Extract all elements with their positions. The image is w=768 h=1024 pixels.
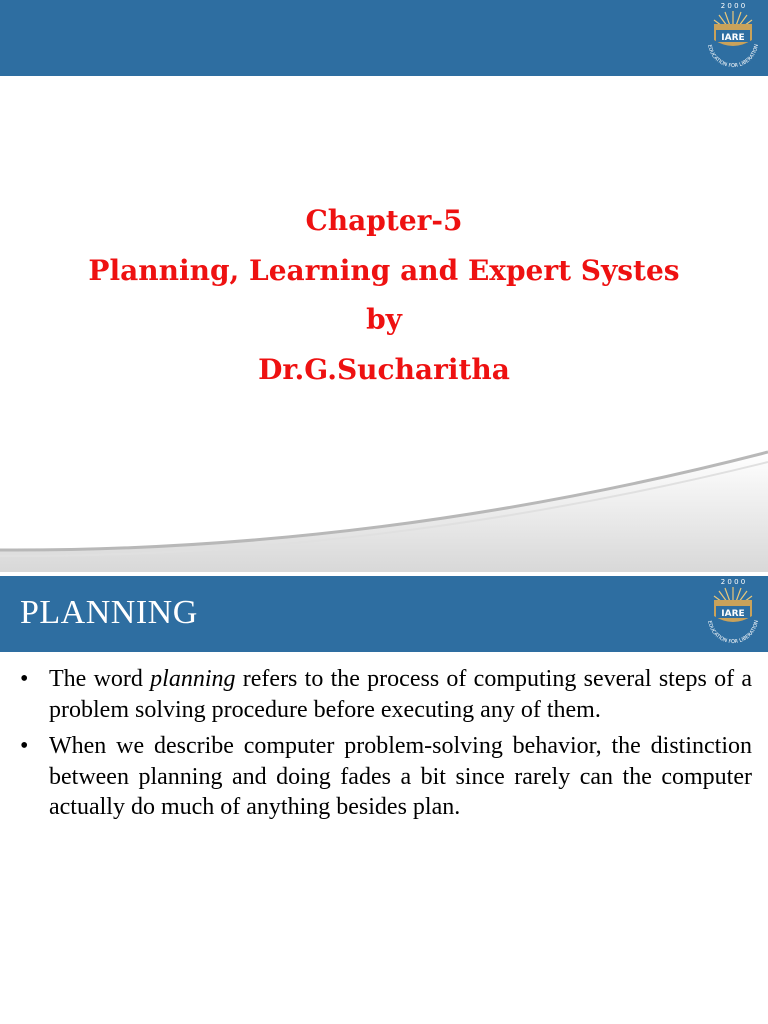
svg-text:EDUCATION FOR LIBERATION <box>706 44 760 69</box>
iare-logo-icon <box>700 0 766 76</box>
bullet-list <box>0 664 768 829</box>
logo-name: IARE <box>721 609 745 619</box>
bullet-icon: • <box>20 733 29 759</box>
bullet-text-before: When we describe computer problem-solving behavior, the distinction between planning and doing fades a bit since rarely can the computer actually do much of anything besides plan. <box>49 733 752 820</box>
header-bar <box>0 0 768 76</box>
content-slide <box>0 576 768 1024</box>
by-label: by <box>366 303 402 336</box>
logo-year: 2 0 0 0 <box>720 578 746 586</box>
bullet-icon: • <box>20 666 29 692</box>
bullet-item <box>0 664 768 725</box>
logo-motto: EDUCATION FOR LIBERATION <box>706 43 760 70</box>
logo-year: 2 0 0 0 <box>720 2 746 10</box>
bullet-text-before: The word <box>49 666 151 692</box>
chapter-title: Planning, Learning and Expert Systes <box>88 253 680 287</box>
slide-heading: PLANNING <box>20 594 198 631</box>
bullet-text-after: refers to the process of computing several steps of a problem solving procedure before executing any of them. <box>49 666 752 723</box>
logo-motto: EDUCATION FOR LIBERATION <box>706 619 760 646</box>
decorative-swoosh <box>0 440 768 572</box>
header-bar <box>0 576 768 652</box>
bullet-text-emphasis: planning <box>150 666 236 692</box>
chapter-label: Chapter-5 <box>305 204 463 237</box>
title-block <box>0 196 768 394</box>
iare-logo-icon <box>700 576 766 652</box>
bullet-item <box>0 731 768 823</box>
logo-name: IARE <box>721 33 745 43</box>
svg-text:EDUCATION FOR LIBERATION <box>706 620 760 645</box>
author-name: Dr.G.Sucharitha <box>258 352 510 386</box>
